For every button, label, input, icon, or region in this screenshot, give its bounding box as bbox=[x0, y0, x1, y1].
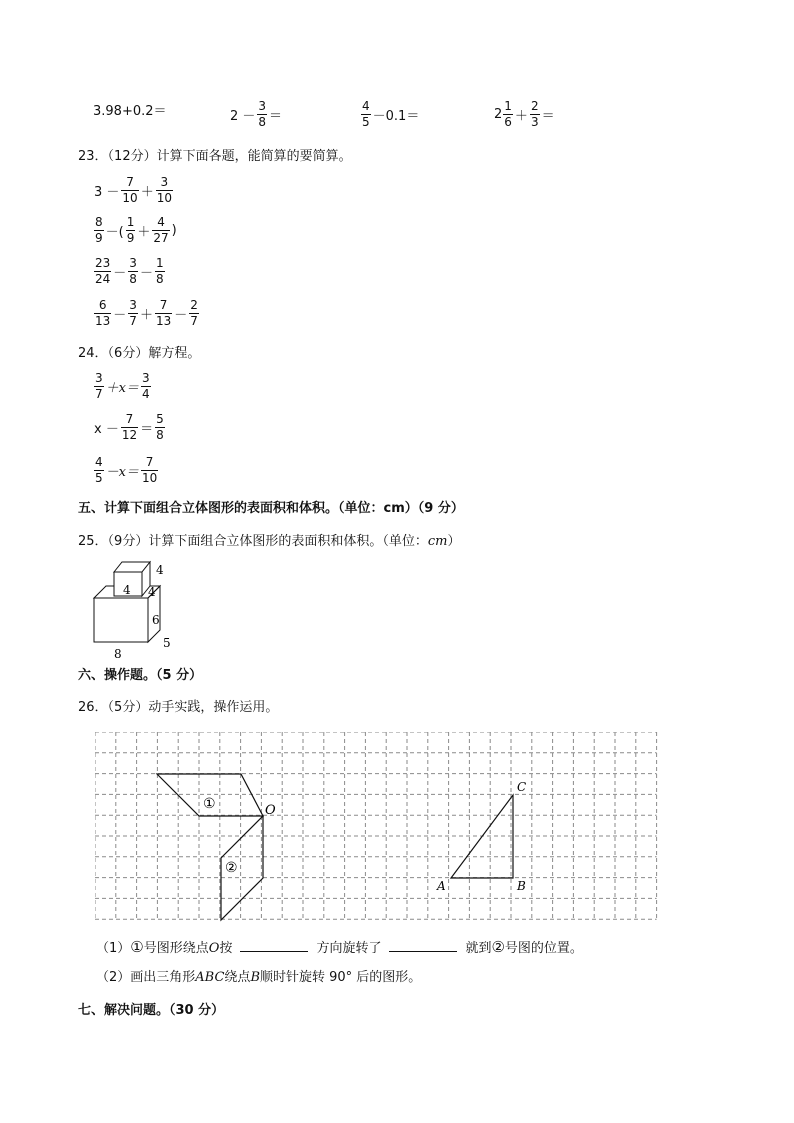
answer-blank-1[interactable] bbox=[240, 939, 308, 952]
fraction: $\frac{2}{3}$ bbox=[530, 99, 539, 129]
q26-heading: 26．（5分）动手实践，操作运用。 bbox=[78, 700, 279, 715]
section-5-heading: 五、计算下面组合立体图形的表面积和体积。（单位：cm）（9 分） bbox=[78, 501, 464, 516]
label-small-side: 4 bbox=[148, 585, 156, 599]
expr-4: 2 $\frac{1}{6}$ ＋ $\frac{2}{3}$ ＝ bbox=[494, 99, 555, 129]
shape-2-label: ② bbox=[225, 860, 238, 876]
q24-heading: 24．（6分）解方程。 bbox=[78, 346, 201, 361]
fraction: $\frac{3}{8}$ bbox=[129, 256, 137, 286]
section-6-heading: 六、操作题。（5 分） bbox=[78, 668, 203, 683]
q23-line-1: 3 － $\frac{7}{10}$ ＋ $\frac{3}{10}$ bbox=[94, 175, 172, 205]
fraction: $\frac{7}{13}$ bbox=[155, 298, 172, 328]
q23-line-2: $\frac{8}{9}$ －( $\frac{1}{9}$ ＋ $\frac{4}{27}$ ) bbox=[95, 215, 177, 245]
q24-line-3: $\frac{4}{5}$ －x＝ $\frac{7}{10}$ bbox=[95, 455, 158, 485]
label-big-width: 8 bbox=[114, 647, 122, 661]
fraction: $\frac{3}{10}$ bbox=[156, 175, 172, 205]
q23-heading: 23．（12分）计算下面各题，能简算的要简算。 bbox=[78, 149, 352, 164]
fraction: $\frac{2}{7}$ bbox=[190, 298, 198, 328]
expr-2: 2 － $\frac{3}{8}$ ＝ bbox=[230, 99, 283, 129]
big-cuboid-front bbox=[94, 598, 148, 642]
q25-heading: 25．（9分）计算下面组合立体图形的表面积和体积。（单位：cm） bbox=[78, 534, 461, 549]
q24-line-1: $\frac{3}{7}$ ＋x＝ $\frac{3}{4}$ bbox=[95, 371, 150, 401]
label-small-top: 4 bbox=[156, 563, 164, 577]
q26-sub1: （1）①号图形绕点O按 方向旋转了 就到②号图的位置。 bbox=[96, 938, 583, 956]
answer-blank-2[interactable] bbox=[389, 939, 457, 952]
fraction: $\frac{7}{10}$ bbox=[141, 455, 158, 485]
label-big-height: 6 bbox=[152, 613, 160, 627]
q24-line-2: x － $\frac{7}{12}$ ＝ $\frac{5}{8}$ bbox=[94, 412, 164, 442]
point-B-label: B bbox=[517, 879, 526, 893]
point-O-label: O bbox=[265, 803, 276, 818]
fraction: $\frac{3}{7}$ bbox=[129, 298, 137, 328]
expr-3: $\frac{4}{5}$ －0.1＝ bbox=[362, 99, 420, 129]
composite-solid-figure bbox=[86, 556, 186, 664]
grid-figure bbox=[95, 732, 661, 922]
expr-1: 3.98+0.2＝ bbox=[93, 104, 167, 119]
fraction: $\frac{3}{4}$ bbox=[141, 371, 150, 401]
fraction: $\frac{1}{8}$ bbox=[155, 256, 164, 286]
fraction: $\frac{5}{8}$ bbox=[156, 412, 164, 442]
dashed-grid bbox=[95, 732, 657, 919]
fraction: $\frac{7}{12}$ bbox=[121, 412, 138, 442]
fraction: $\frac{1}{6}$ bbox=[504, 99, 512, 129]
label-small-front: 4 bbox=[123, 583, 131, 597]
shape-1-label: ① bbox=[203, 796, 216, 812]
fraction: $\frac{4}{27}$ bbox=[153, 215, 169, 245]
point-C-label: C bbox=[517, 780, 527, 794]
q23-line-3: $\frac{23}{24}$ － $\frac{3}{8}$ － $\frac{1}{8}$ bbox=[95, 256, 164, 286]
q26-sub2: （2）画出三角形ABC绕点B顺时针旋转 90° 后的图形。 bbox=[96, 970, 422, 985]
point-A-label: A bbox=[437, 879, 446, 893]
section-7-heading: 七、解决问题。（30 分） bbox=[78, 1003, 225, 1018]
fraction: $\frac{4}{5}$ bbox=[95, 455, 103, 485]
fraction: $\frac{23}{24}$ bbox=[95, 256, 111, 286]
fraction: $\frac{6}{13}$ bbox=[95, 298, 111, 328]
fraction: $\frac{7}{10}$ bbox=[122, 175, 138, 205]
label-big-depth: 5 bbox=[163, 636, 171, 650]
fraction: $\frac{3}{8}$ bbox=[258, 99, 267, 129]
fraction: $\frac{4}{5}$ bbox=[362, 99, 370, 129]
fraction: $\frac{8}{9}$ bbox=[95, 215, 103, 245]
fraction: $\frac{1}{9}$ bbox=[126, 215, 135, 245]
fraction: $\frac{3}{7}$ bbox=[95, 371, 103, 401]
q23-line-4: $\frac{6}{13}$ － $\frac{3}{7}$ ＋ $\frac{7}{13}$ － $\frac{2}{7}$ bbox=[95, 298, 198, 328]
